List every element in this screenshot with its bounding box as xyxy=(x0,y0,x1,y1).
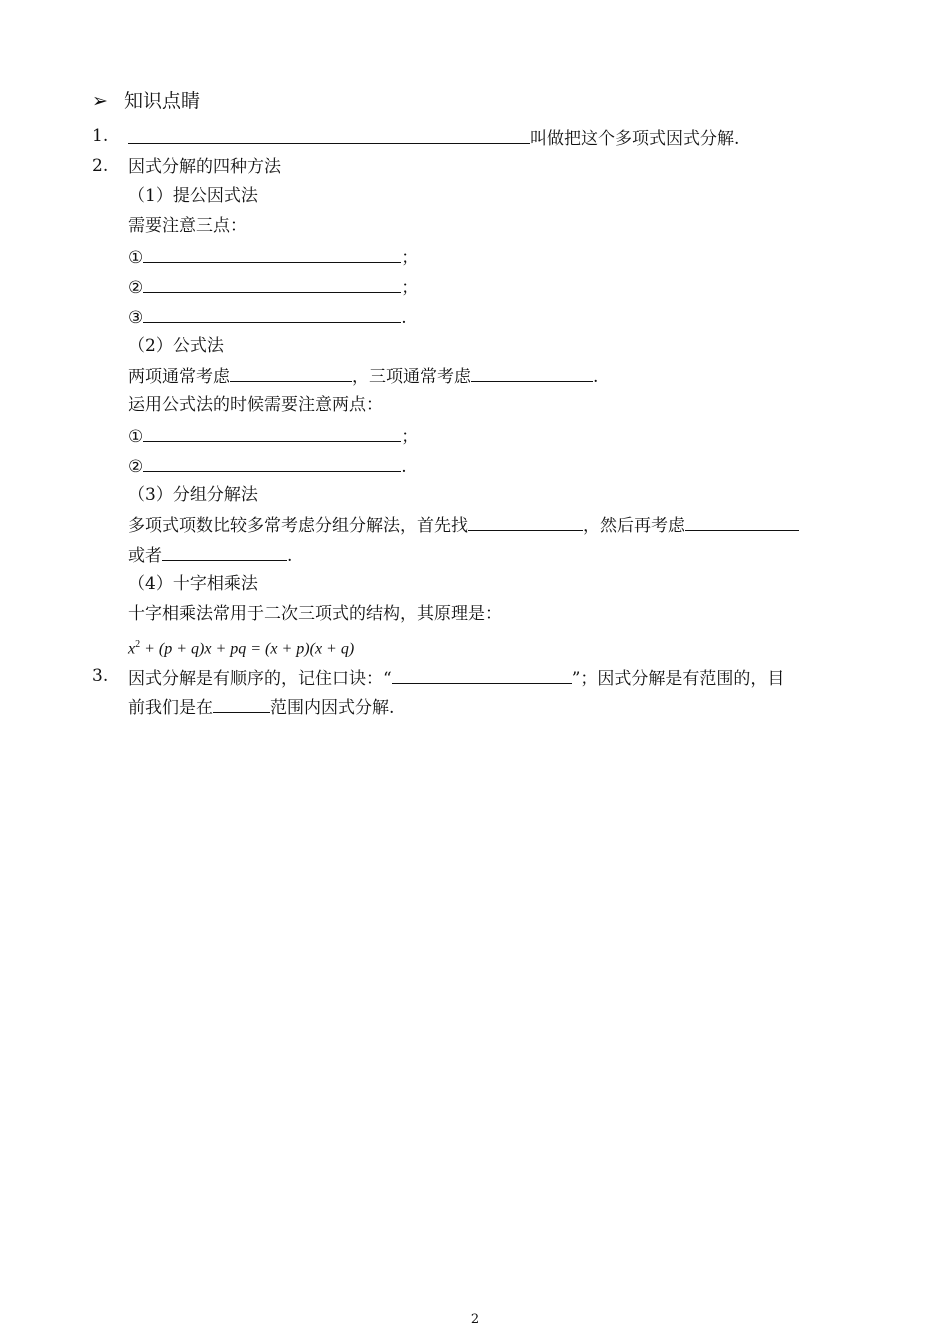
text: 或者 xyxy=(128,546,162,566)
blank-m2-point-2[interactable] xyxy=(143,454,401,472)
circled-number-1: ① xyxy=(128,427,144,447)
arrow-bullet-icon: ➢ xyxy=(92,90,108,112)
blank-two-terms[interactable] xyxy=(230,364,352,382)
circled-number-3: ③ xyxy=(128,308,144,328)
text: 前我们是在 xyxy=(128,698,213,718)
punct: . xyxy=(401,308,407,328)
method-2-title: （2）公式法 xyxy=(128,336,224,356)
item-1-text: 叫做把这个多项式因式分解. xyxy=(530,129,740,149)
blank-first-find[interactable] xyxy=(468,513,583,531)
text: 多项式项数比较多常考虑分组分解法，首先找 xyxy=(128,516,468,536)
method-3-title: （3）分组分解法 xyxy=(128,485,258,505)
circled-number-2: ② xyxy=(128,457,144,477)
method-2-note: 运用公式法的时候需要注意两点： xyxy=(128,395,383,415)
formula-exponent: 2 xyxy=(135,639,141,650)
section-heading xyxy=(92,86,200,113)
method-1-note: 需要注意三点： xyxy=(128,216,247,236)
punct: . xyxy=(593,367,599,387)
item-2-title: 因式分解的四种方法 xyxy=(128,157,281,177)
blank-mnemonic[interactable] xyxy=(392,666,572,684)
text: ，然后再考虑 xyxy=(583,516,685,536)
method-4-note: 十字相乘法常用于二次三项式的结构，其原理是： xyxy=(128,604,502,624)
item-3-line-2 xyxy=(128,695,394,719)
blank-m1-point-1[interactable] xyxy=(143,245,401,263)
cross-multiplication-formula xyxy=(128,634,354,660)
blank-three-terms[interactable] xyxy=(471,364,593,382)
formula-part: + (p + q)x + pq = (x + p)(x + q) xyxy=(140,640,355,658)
item-1-line xyxy=(128,126,739,150)
blank-definition[interactable] xyxy=(128,126,530,144)
item-number-2: 2. xyxy=(92,156,109,176)
formula-part: x xyxy=(128,640,136,658)
blank-m2-point-1[interactable] xyxy=(143,424,401,442)
method-1-point-3 xyxy=(128,305,407,329)
text: 范围内因式分解. xyxy=(270,698,395,718)
text: ”；因式分解是有范围的，目 xyxy=(571,669,785,689)
punct: ； xyxy=(401,427,419,447)
punct: ； xyxy=(401,278,419,298)
blank-m1-point-2[interactable] xyxy=(143,275,401,293)
text: ，三项通常考虑 xyxy=(352,367,471,387)
circled-number-2: ② xyxy=(128,278,144,298)
blank-m1-point-3[interactable] xyxy=(143,305,401,323)
text: 两项通常考虑 xyxy=(128,367,230,387)
method-3-line-2 xyxy=(128,543,292,567)
method-4-title: （4）十字相乘法 xyxy=(128,574,258,594)
item-number-3: 3. xyxy=(92,666,109,686)
page-number: 2 xyxy=(470,1312,480,1327)
heading-text: 知识点睛 xyxy=(124,90,201,112)
method-1-point-1 xyxy=(128,245,418,269)
text: 因式分解是有顺序的，记住口诀：“ xyxy=(128,669,392,689)
method-1-title: （1）提公因式法 xyxy=(128,186,258,206)
blank-or[interactable] xyxy=(162,543,287,561)
punct: . xyxy=(287,546,293,566)
method-1-point-2 xyxy=(128,275,418,299)
blank-then-consider[interactable] xyxy=(685,513,799,531)
item-3-line-1 xyxy=(128,666,784,690)
item-number-1: 1. xyxy=(92,126,109,146)
method-2-point-1 xyxy=(128,424,418,448)
punct: . xyxy=(401,457,407,477)
circled-number-1: ① xyxy=(128,248,144,268)
blank-range[interactable] xyxy=(213,695,270,713)
method-2-line xyxy=(128,364,598,388)
method-2-point-2 xyxy=(128,454,407,478)
punct: ； xyxy=(401,248,419,268)
method-3-line-1 xyxy=(128,513,799,537)
